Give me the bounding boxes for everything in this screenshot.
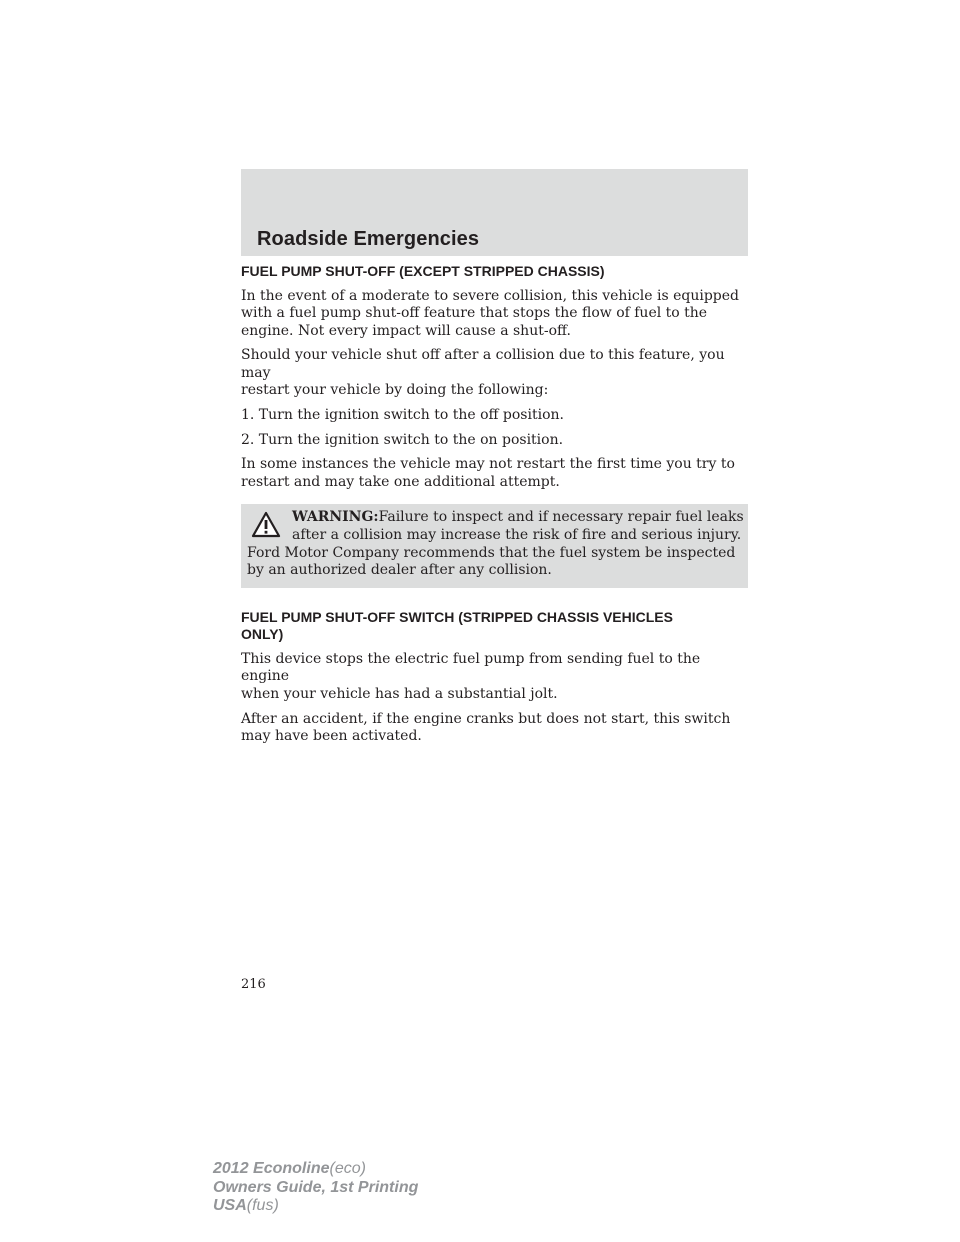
footer-printing: Owners Guide, 1st Printing bbox=[213, 1178, 419, 1196]
paragraph-collision: In the event of a moderate to severe collision, this vehicle is equipped with a fuel pump shut-off feature that stops the flow of fuel to the engine. Not every impact will cause a shut-off. bbox=[241, 287, 739, 339]
warning-line-1 bbox=[247, 509, 748, 527]
footer-market: USA bbox=[213, 1197, 247, 1214]
footer-line-2 bbox=[213, 1179, 418, 1198]
footer-model-code: (eco) bbox=[329, 1160, 366, 1177]
warning-box bbox=[241, 504, 748, 587]
warning-triangle-icon bbox=[251, 511, 281, 539]
footer-line-3 bbox=[213, 1197, 418, 1216]
paragraph-after-accident: After an accident, if the engine cranks but does not start, this switch may have been activated. bbox=[241, 710, 731, 745]
warning-text-1: Failure to inspect and if necessary repair fuel leaks bbox=[378, 509, 744, 526]
paragraph-restart-intro: Should your vehicle shut off after a collision due to this feature, you may restart your vehicle by doing the following: bbox=[241, 347, 725, 399]
document-footer bbox=[213, 1160, 418, 1216]
heading-fuel-pump-switch: FUEL PUMP SHUT-OFF SWITCH (STRIPPED CHASSIS VEHICLES ONLY) bbox=[241, 608, 673, 643]
footer-market-code: (fus) bbox=[246, 1197, 279, 1214]
footer-line-1 bbox=[213, 1160, 418, 1179]
footer-model: 2012 Econoline bbox=[213, 1160, 330, 1177]
warning-text-rest: Ford Motor Company recommends that the fuel system be inspected by an authorized dealer after any collision. bbox=[247, 544, 736, 579]
heading-fuel-pump-shutoff: FUEL PUMP SHUT-OFF (EXCEPT STRIPPED CHASSIS) bbox=[241, 263, 605, 279]
section-title: Roadside Emergencies bbox=[257, 228, 480, 250]
page-number: 216 bbox=[241, 977, 266, 992]
paragraph-additional-attempt: In some instances the vehicle may not restart the first time you try to restart and may take one additional attempt. bbox=[241, 456, 735, 490]
warning-label: WARNING: bbox=[292, 509, 379, 526]
page-content bbox=[241, 256, 748, 746]
section-header-band bbox=[241, 169, 748, 256]
paragraph-device: This device stops the electric fuel pump from sending fuel to the engine when your vehicle has had a substantial jolt. bbox=[241, 650, 701, 702]
warning-line-2: after a collision may increase the risk of fire and serious injury. bbox=[292, 527, 742, 544]
step-2: 2. Turn the ignition switch to the on position. bbox=[241, 431, 564, 448]
step-1: 1. Turn the ignition switch to the off position. bbox=[241, 407, 564, 424]
